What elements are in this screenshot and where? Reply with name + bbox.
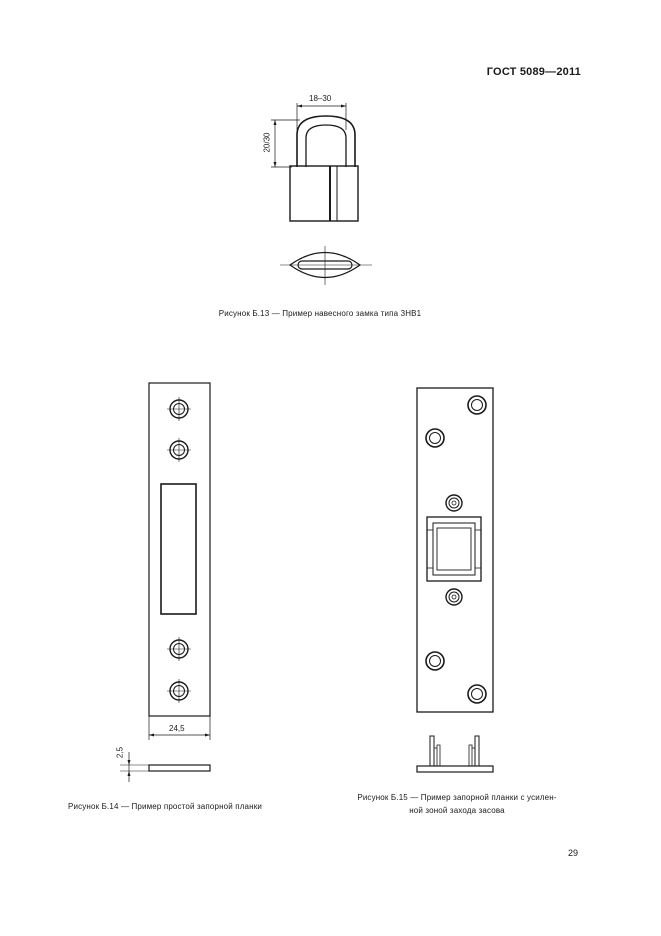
standard-code-header: ГОСТ 5089—2011 (486, 66, 581, 78)
screw-hole (167, 397, 191, 421)
figure-14-caption: Рисунок Б.14 — Пример простой запорной планки (68, 802, 262, 811)
plate-width-label: 24,5 (169, 724, 185, 733)
figure-13-caption: Рисунок Б.13 — Пример навесного замка типа 3НВ1 (218, 309, 422, 318)
dim-height-label: 20/30 (262, 132, 272, 153)
dim-width-label: 18–30 (309, 94, 332, 103)
figure-15-caption-line-2: ной зоной захода засова (409, 806, 505, 815)
figure-15-caption (328, 791, 586, 817)
page-number: 29 (568, 848, 579, 858)
figure-15-caption-line-1: Рисунок Б.15 — Пример запорной планки с усилен- (357, 793, 557, 802)
plate-thickness-label: 2,5 (115, 746, 125, 759)
